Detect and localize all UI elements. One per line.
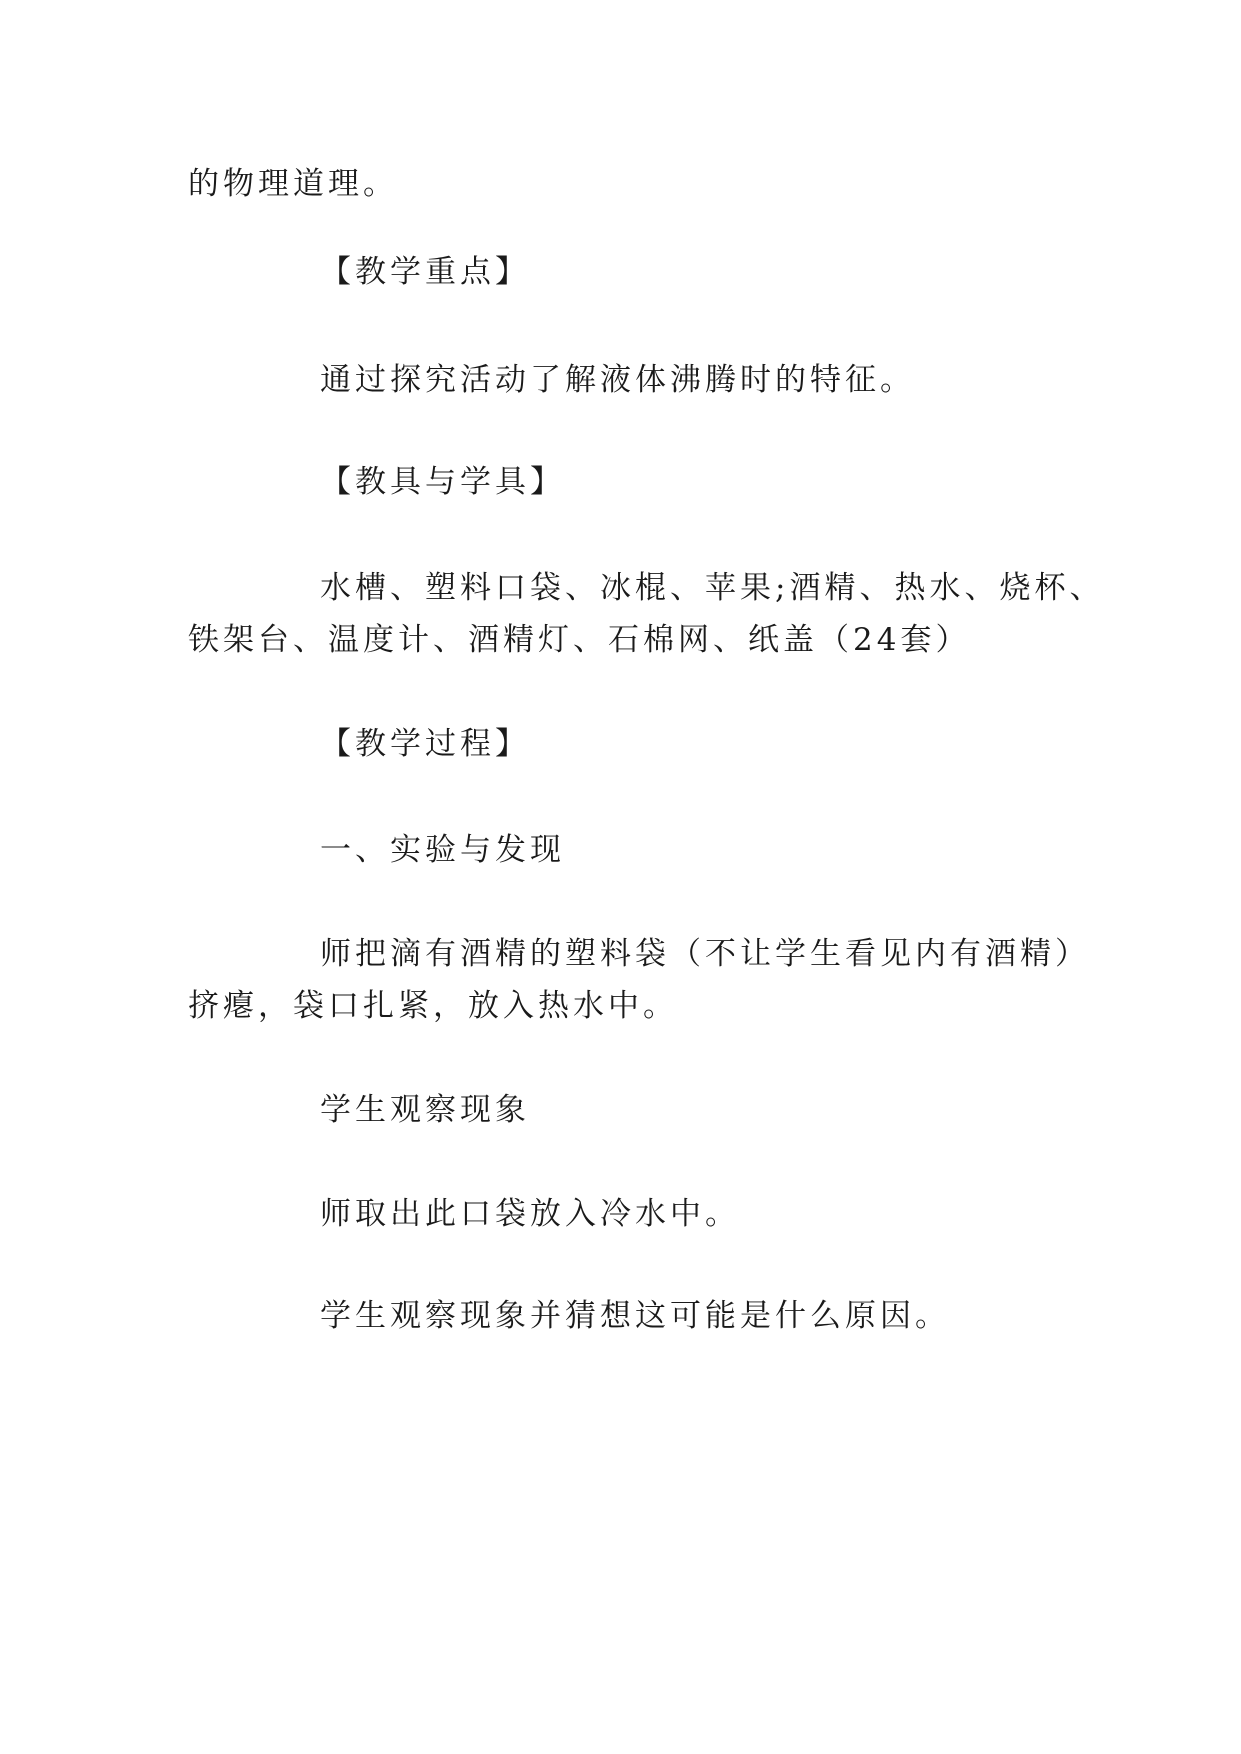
teaching-aids-line-1: 水槽、塑料口袋、冰棍、苹果;酒精、热水、烧杯、 [320, 570, 1105, 606]
experiment-text-line-1: 师把滴有酒精的塑料袋（不让学生看见内有酒精） [320, 936, 1090, 972]
experiment-text-line-2: 挤瘪，袋口扎紧，放入热水中。 [188, 988, 678, 1024]
section-heading-teaching-aids: 【教具与学具】 [320, 464, 565, 500]
teaching-aids-line-2: 铁架台、温度计、酒精灯、石棉网、纸盖（24套） [188, 622, 971, 658]
paragraph-continuation: 的物理道理。 [188, 166, 398, 202]
section-heading-teaching-process: 【教学过程】 [320, 726, 530, 762]
section-heading-teaching-focus: 【教学重点】 [320, 254, 530, 290]
subsection-heading-experiment: 一、实验与发现 [320, 832, 565, 868]
teacher-cold-water-text: 师取出此口袋放入冷水中。 [320, 1196, 740, 1232]
student-guess-text: 学生观察现象并猜想这可能是什么原因。 [320, 1298, 950, 1334]
teaching-focus-text: 通过探究活动了解液体沸腾时的特征。 [320, 362, 915, 398]
student-observe-text: 学生观察现象 [320, 1092, 530, 1128]
